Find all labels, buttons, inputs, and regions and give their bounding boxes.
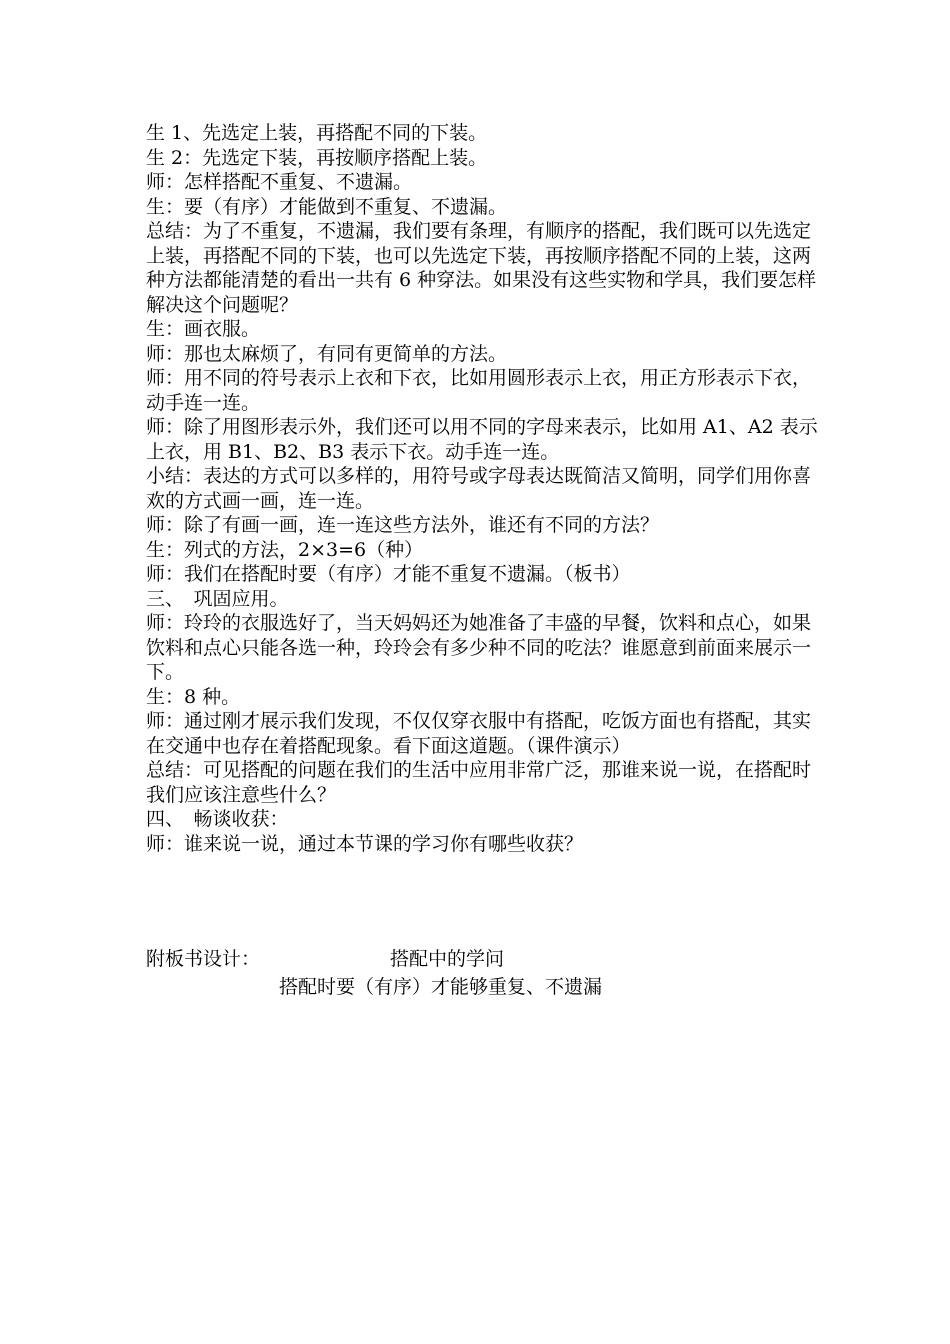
paragraph-teacher-simpler: 师：那也太麻烦了，有同有更简单的方法。: [146, 342, 508, 365]
lesson-body: [146, 121, 826, 856]
section-heading-3: 三、 巩固应用。: [146, 587, 289, 610]
paragraph-student-1: 生 1、先选定上装，再搭配不同的下装。: [146, 122, 488, 144]
paragraph-summary-3: 总结：可见搭配的问题在我们的生活中应用非常广泛，那谁来说一说，在搭配时我们应该注意些什么？: [146, 759, 812, 806]
paragraph-teacher-question: 师：怎样搭配不重复、不遗漏。: [146, 171, 413, 193]
board-header-row: [146, 945, 826, 973]
paragraph-teacher-symbols: 师：用不同的符号表示上衣和下衣，比如用圆形表示上衣，用正方形表示下衣，动手连一连。: [146, 367, 812, 414]
board-line-row: [146, 973, 826, 1001]
paragraph-teacher-traffic: 师：通过刚才展示我们发现，不仅仅穿衣服中有搭配，吃饭方面也有搭配，其实在交通中也存在着搭配现象。看下面这道题。（课件演示）: [146, 710, 812, 757]
paragraph-teacher-board: 师：我们在搭配时要（有序）才能不重复不遗漏。（板书）: [146, 563, 631, 585]
board-design: [146, 945, 826, 1001]
paragraph-student-formula: 生：列式的方法，2×3=6（种）: [146, 538, 424, 561]
paragraph-summary-2: 小结：表达的方式可以多样的，用符号或字母表达既简洁又简明，同学们用你喜欢的方式画一画，连一连。: [146, 465, 812, 512]
paragraph-teacher-other-methods: 师：除了有画一画，连一连这些方法外，谁还有不同的方法？: [146, 514, 660, 536]
paragraph-summary-1: 总结：为了不重复，不遗漏，我们要有条理，有顺序的搭配，我们既可以先选定上装，再搭配不同的下装，也可以先选定下装，再按顺序搭配不同的上装，这两种方法都能清楚的看出一共有 6 种穿法。如果没有这些实物和学具，我们要怎样解决这个问题呢？: [146, 220, 817, 316]
board-line: 搭配时要（有序）才能够重复、不遗漏: [279, 976, 603, 998]
paragraph-teacher-breakfast: 师：玲玲的衣服选好了，当天妈妈还为她准备了丰盛的早餐，饮料和点心，如果饮料和点心只能各选一种，玲玲会有多少种不同的吃法？谁愿意到前面来展示一下。: [146, 612, 812, 683]
paragraph-student-answer: 生：要（有序）才能做到不重复、不遗漏。: [146, 195, 508, 218]
section-heading-4: 四、 畅谈收获：: [146, 808, 289, 830]
board-title: 搭配中的学问: [390, 948, 505, 970]
paragraph-student-eight: 生：8 种。: [146, 685, 241, 708]
paragraph-teacher-letters: 师：除了用图形表示外，我们还可以用不同的字母来表示，比如用 A1、A2 表示上衣，用 B1、B2、B3 表示下衣。动手连一连。: [146, 416, 818, 463]
paragraph-student-2: 生 2：先选定下装，再按顺序搭配上装。: [146, 146, 488, 169]
paragraph-teacher-harvest: 师：谁来说一说，通过本节课的学习你有哪些收获？: [146, 832, 584, 855]
board-label: 附板书设计：: [146, 948, 261, 970]
paragraph-student-draw: 生：画衣服。: [146, 318, 261, 340]
